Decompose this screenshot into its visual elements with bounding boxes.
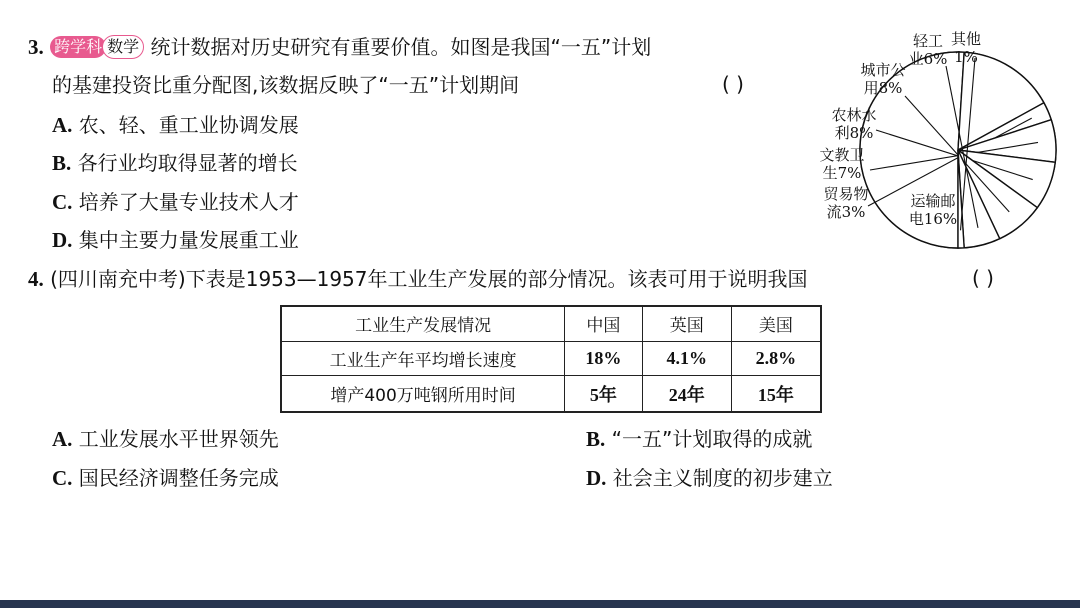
q3-option-d[interactable]: D. 集中主要力量发展重工业 xyxy=(52,228,299,252)
q4-option-a[interactable]: A. 工业发展水平世界领先 xyxy=(52,427,279,451)
q3-answer-paren: ( ) xyxy=(722,72,744,96)
q4-option-b[interactable]: B. “一五”计划取得的成就 xyxy=(586,427,813,451)
table-cell: 2.8% xyxy=(731,341,821,376)
pie-slice-label: 轻工业6% xyxy=(908,32,948,68)
q3-stem-line1: 统计数据对历史研究有重要价值。如图是我国“一五”计划 xyxy=(150,35,652,59)
table-cell: 4.1% xyxy=(642,341,731,376)
table-header: 中国 xyxy=(565,306,642,341)
table-cell: 24年 xyxy=(642,376,731,412)
table-row xyxy=(281,341,821,376)
pie-slice-label: 文教卫生7% xyxy=(819,146,865,182)
table-cell: 工业生产年平均增长速度 xyxy=(281,341,565,376)
q4-number: 4. xyxy=(28,267,44,291)
q3-number: 3. xyxy=(28,35,44,59)
table-cell: 5年 xyxy=(565,376,642,412)
q4-answer-paren: ( ) xyxy=(972,266,994,290)
table-header: 英国 xyxy=(642,306,731,341)
pie-slice-label: 农林水利8% xyxy=(831,106,877,142)
industry-table xyxy=(280,305,822,413)
table-header: 美国 xyxy=(731,306,821,341)
q4-stem: (四川南充中考)下表是1953—1957年工业生产发展的部分情况。该表可用于说明我国 xyxy=(50,267,808,291)
investment-pie-chart xyxy=(0,0,1080,300)
q4-option-c[interactable]: C. 国民经济调整任务完成 xyxy=(52,466,279,490)
table-cell: 18% xyxy=(565,341,642,376)
table-header-row xyxy=(281,306,821,341)
q3-option-a[interactable]: A. 农、轻、重工业协调发展 xyxy=(52,113,299,137)
pie-slice-label: 其他 1% xyxy=(950,30,982,66)
table-header: 工业生产发展情况 xyxy=(281,306,565,341)
q4-line xyxy=(28,266,808,292)
interdisciplinary-tag: 跨学科 xyxy=(50,36,106,58)
table-row xyxy=(281,376,821,412)
q4-option-d[interactable]: D. 社会主义制度的初步建立 xyxy=(586,466,833,490)
q3-stem-line2: 的基建投资比重分配图,该数据反映了“一五”计划期间 xyxy=(52,73,520,97)
pie-slice-label: 贸易物流3% xyxy=(823,185,869,221)
q3-option-c[interactable]: C. 培养了大量专业技术人才 xyxy=(52,190,299,214)
pie-slice-label: 运输邮电16% xyxy=(908,192,958,228)
table-cell: 增产400万吨钢所用时间 xyxy=(281,376,565,412)
q3-option-b[interactable]: B. 各行业均取得显著的增长 xyxy=(52,151,298,175)
math-tag: 数学 xyxy=(102,35,144,59)
pie-slice-label: 城市公用8% xyxy=(860,61,906,97)
table-cell: 15年 xyxy=(731,376,821,412)
bottom-bar xyxy=(0,600,1080,608)
